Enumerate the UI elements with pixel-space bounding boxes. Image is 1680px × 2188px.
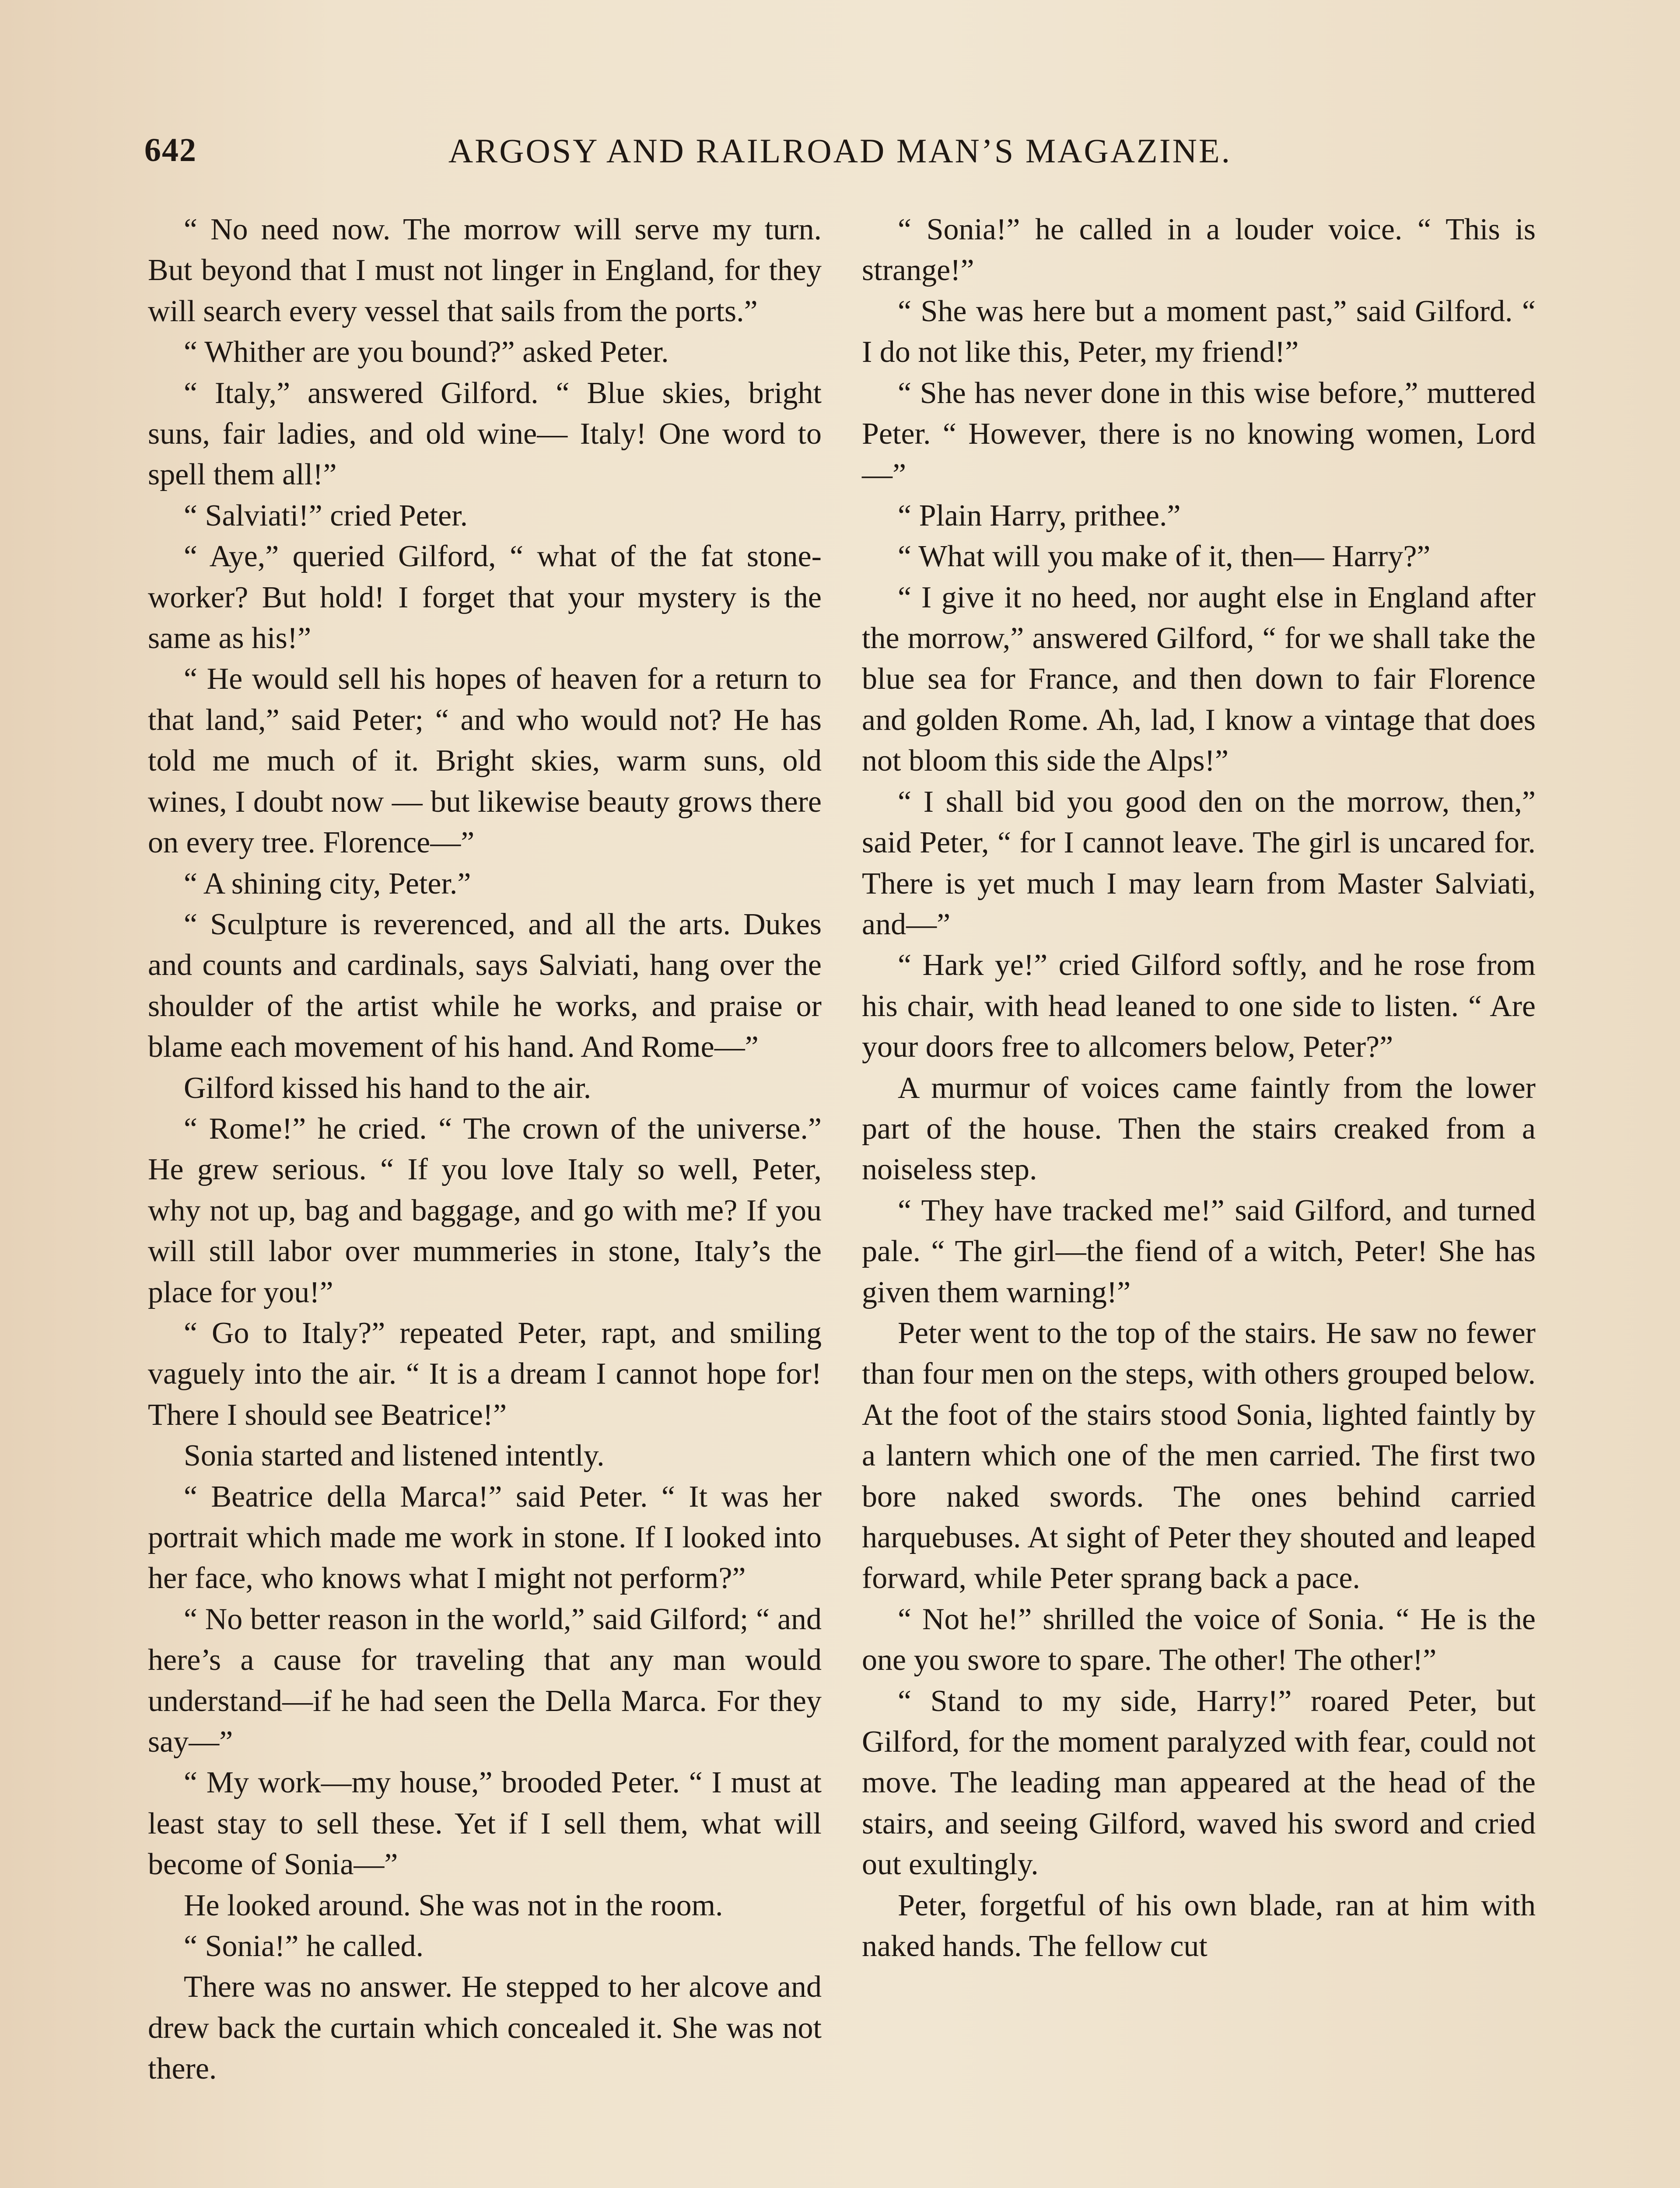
paragraph: “ Rome!” he cried. “ The crown of the universe.” He grew serious. “ If you love Italy so well, Peter, why not up, bag and baggage, and go with me? If you will still labor over mummeries in stone, Italy’s the place for you!”: [148, 1112, 822, 1309]
paragraph: Sonia started and listened intently.: [184, 1439, 605, 1473]
paragraph: “ Salviati!” cried Peter.: [184, 498, 468, 533]
paragraph: “ What will you make of it, then— Harry?”: [898, 540, 1431, 574]
paragraph: A murmur of voices came faintly from the lower part of the house. Then the stairs creaked from a noiseless step.: [862, 1071, 1536, 1187]
left-text-column: [148, 209, 822, 2090]
page-number: 642: [144, 132, 197, 168]
paragraph: “ Hark ye!” cried Gilford softly, and he rose from his chair, with head leaned to one side to listen. “ Are your doors free to allcomers below, Peter?”: [862, 948, 1536, 1064]
paragraph: “ She has never done in this wise before,” muttered Peter. “ However, there is no knowing women, Lord—”: [862, 376, 1536, 492]
paragraph: “ He would sell his hopes of heaven for a return to that land,” said Peter; “ and who would not? He has told me much of it. Bright skies, warm suns, old wines, I doubt now — but likewise beauty grows there on every tree. Florence—”: [148, 662, 822, 860]
paragraph: “ My work—my house,” brooded Peter. “ I must at least stay to sell these. Yet if I sell them, what will become of Sonia—”: [148, 1766, 822, 1882]
paragraph: There was no answer. He stepped to her alcove and drew back the curtain which concealed it. She was not there.: [148, 1970, 822, 2086]
paragraph: “ A shining city, Peter.”: [184, 866, 471, 901]
page-header: [144, 131, 1536, 184]
paragraph: “ No better reason in the world,” said Gilford; “ and here’s a cause for traveling that any man would understand—if he had seen the Della Marca. For they say—”: [148, 1602, 822, 1759]
paragraph: “ Beatrice della Marca!” said Peter. “ It was her portrait which made me work in stone. If I looked into her face, who knows what I might not perform?”: [148, 1480, 822, 1595]
paragraph: “ She was here but a moment past,” said Gilford. “ I do not like this, Peter, my friend!”: [862, 294, 1536, 369]
paragraph: “ I give it no heed, nor aught else in England after the morrow,” answered Gilford, “ for we shall take the blue sea for France, and then down to fair Florence and golden Rome. Ah, lad, I know a vintage that does not bloom this side the Alps!”: [862, 580, 1536, 778]
paragraph: Gilford kissed his hand to the air.: [184, 1071, 592, 1105]
paragraph: “ Sonia!” he called in a louder voice. “ This is strange!”: [862, 213, 1536, 288]
running-title: ARGOSY AND RAILROAD MAN’S MAGAZINE.: [448, 132, 1232, 170]
paragraph: “ They have tracked me!” said Gilford, and turned pale. “ The girl—the fiend of a witch, Peter! She has given them warning!”: [862, 1193, 1536, 1309]
paragraph: Peter went to the top of the stairs. He saw no fewer than four men on the steps, with others grouped below. At the foot of the stairs stood Sonia, lighted faintly by a lantern which one of the men carried. The first two bore naked swords. The ones behind carried harquebuses. At sight of Peter they shouted and leaped forward, while Peter sprang back a pace.: [862, 1316, 1536, 1595]
paragraph: “ No need now. The morrow will serve my turn. But beyond that I must not linger in England, for they will search every vessel that sails from the ports.”: [148, 213, 822, 328]
paragraph: “ I shall bid you good den on the morrow, then,” said Peter, “ for I cannot leave. The girl is uncared for. There is yet much I may learn from Master Salviati, and—”: [862, 785, 1536, 941]
paragraph: “ Whither are you bound?” asked Peter.: [184, 335, 669, 369]
paragraph: “ Italy,” answered Gilford. “ Blue skies, bright suns, fair ladies, and old wine— Italy! One word to spell them all!”: [148, 376, 822, 492]
paragraph: “ Stand to my side, Harry!” roared Peter, but Gilford, for the moment paralyzed with fear, could not move. The leading man appeared at the head of the stairs, and seeing Gilford, waved his sword and cried out exultingly.: [862, 1684, 1536, 1882]
paragraph: “ Go to Italy?” repeated Peter, rapt, and smiling vaguely into the air. “ It is a dream I cannot hope for! There I should see Beatrice!”: [148, 1316, 822, 1432]
paragraph: “ Aye,” queried Gilford, “ what of the fat stone-worker? But hold! I forget that your mystery is the same as his!”: [148, 540, 822, 656]
paragraph: “ Plain Harry, prithee.”: [898, 498, 1181, 533]
paragraph: He looked around. She was not in the room.: [184, 1888, 723, 1922]
paragraph: “ Sculpture is reverenced, and all the arts. Dukes and counts and cardinals, says Salviati, hang over the shoulder of the artist while he works, and praise or blame each movement of his hand. And Rome—”: [148, 907, 822, 1064]
paragraph: “ Not he!” shrilled the voice of Sonia. “ He is the one you swore to spare. The other! The other!”: [862, 1602, 1536, 1677]
paragraph: Peter, forgetful of his own blade, ran at him with naked hands. The fellow cut: [862, 1888, 1536, 1964]
paragraph: “ Sonia!” he called.: [184, 1929, 424, 1964]
right-text-column: [862, 209, 1536, 1967]
